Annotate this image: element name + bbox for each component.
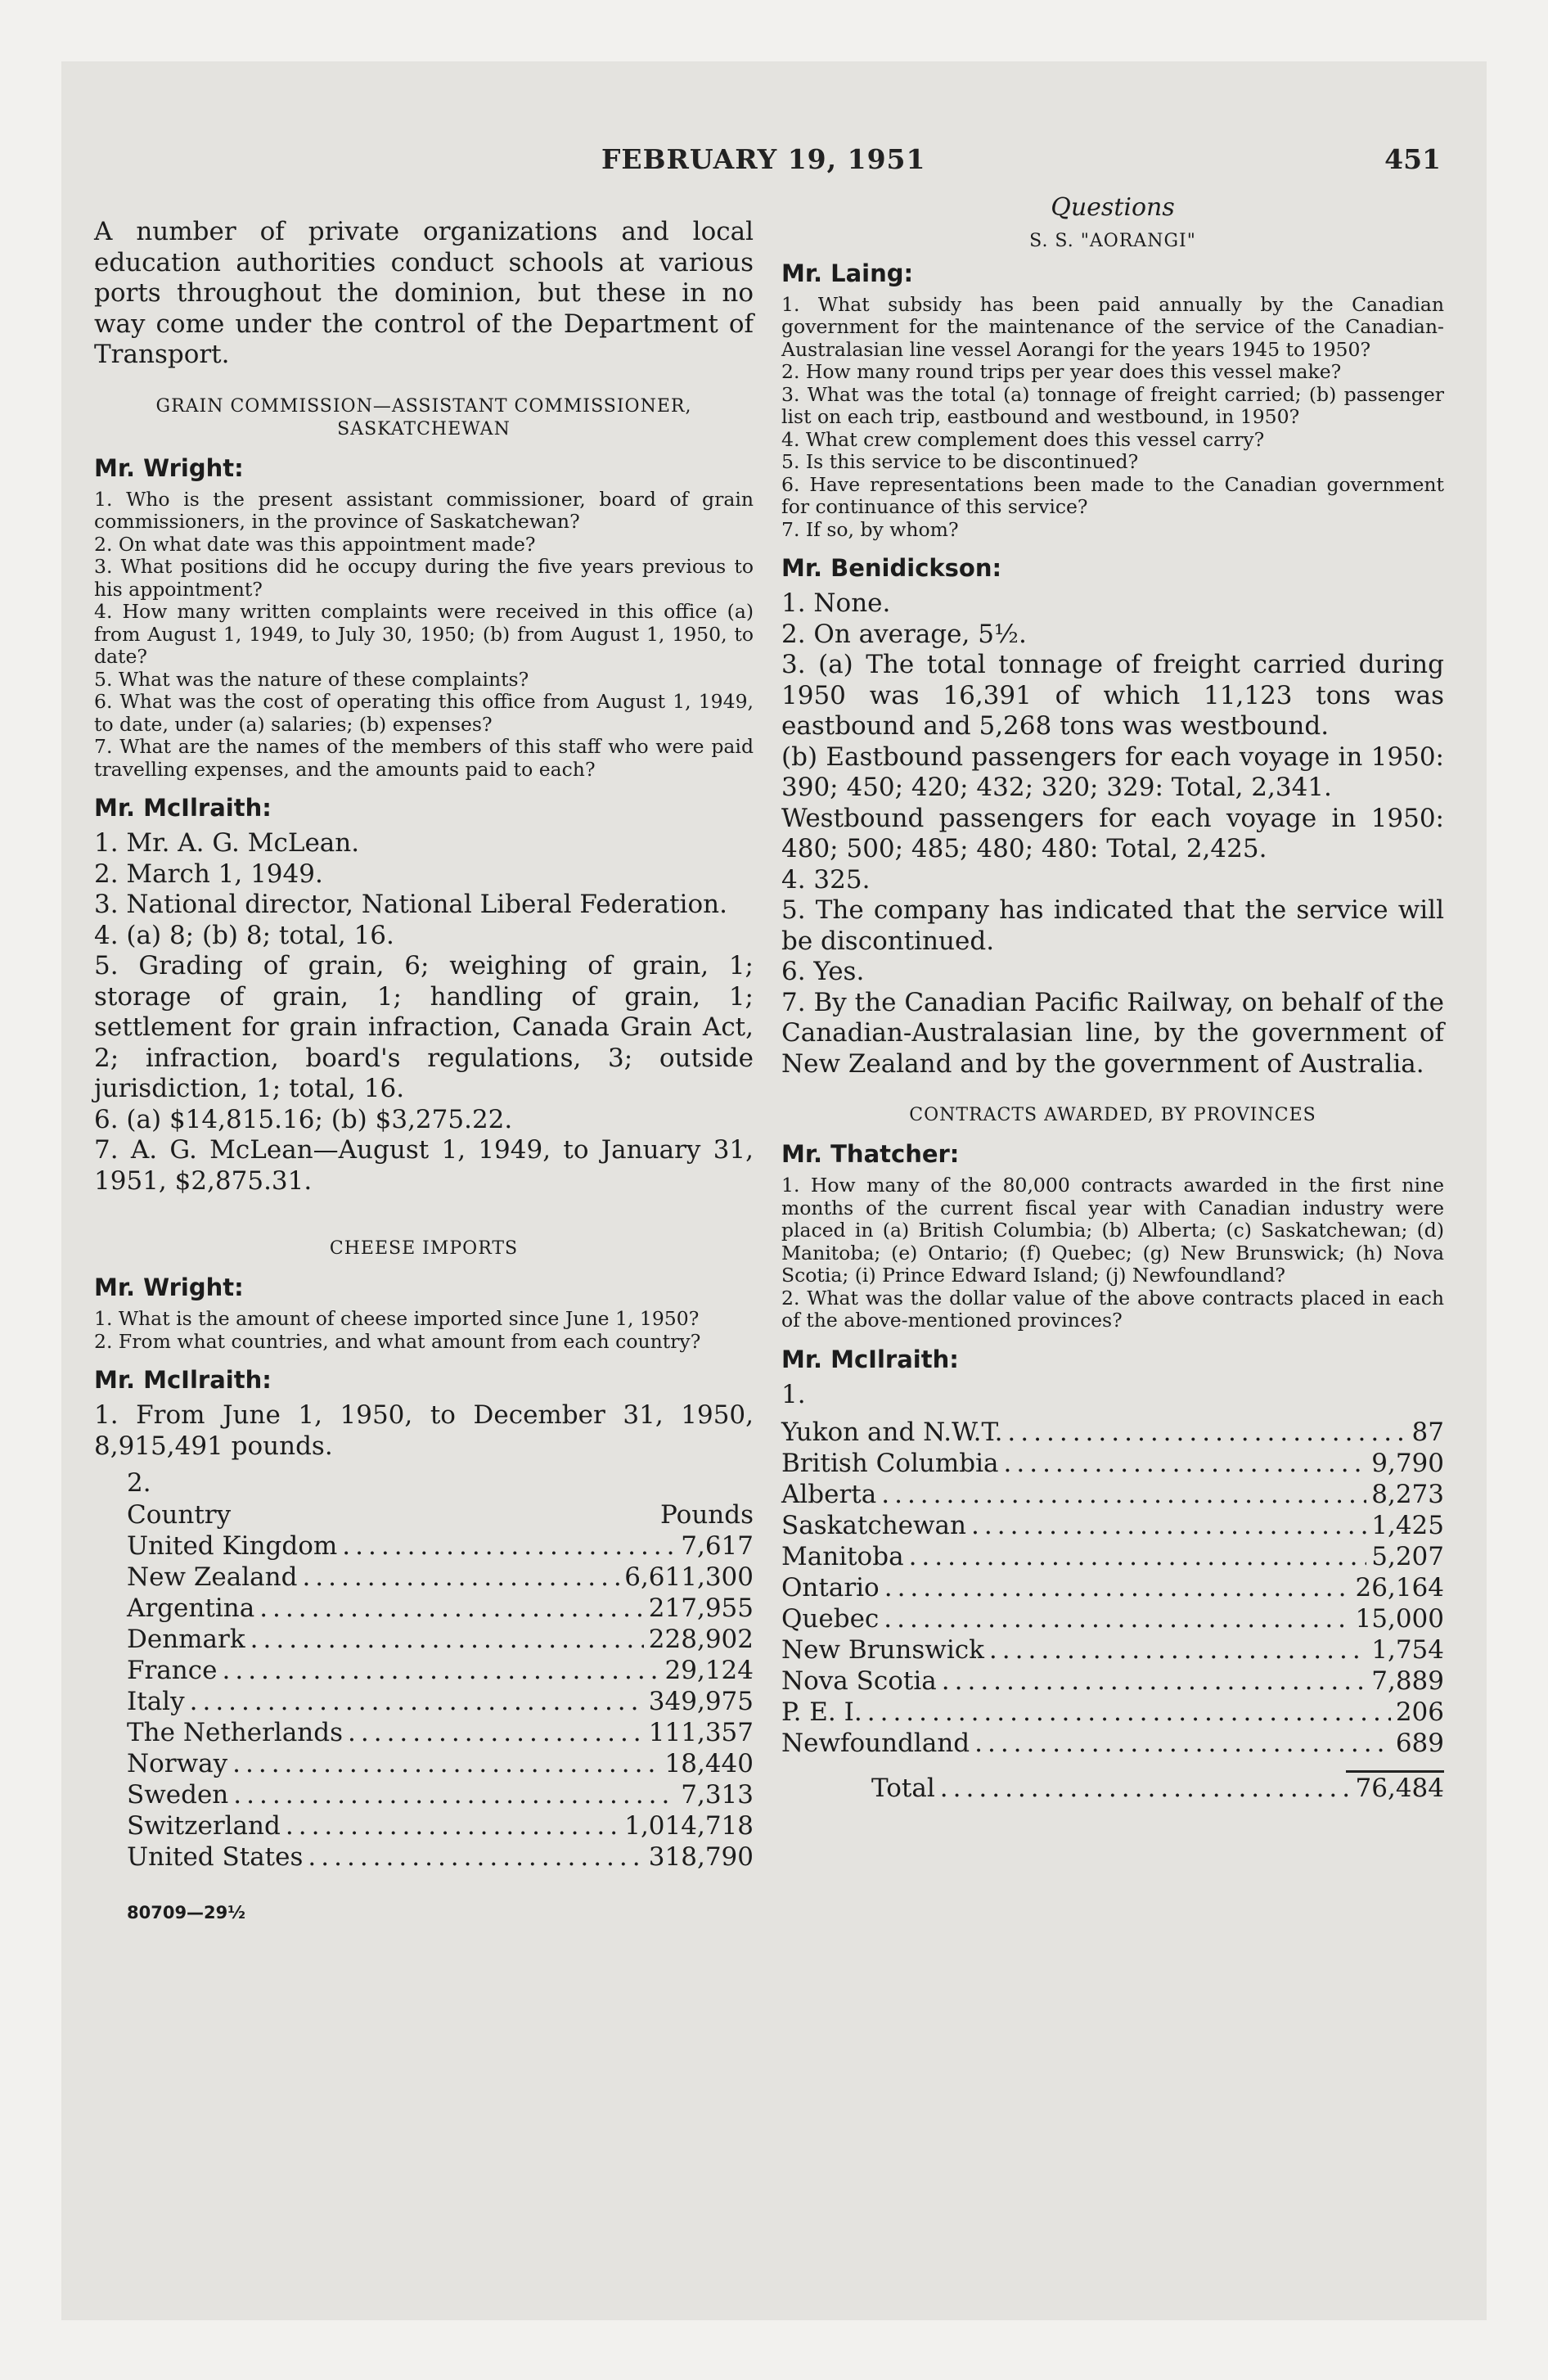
cheese-table-row-value: 6,611,300	[624, 1562, 754, 1592]
aorangi-questions	[781, 294, 1444, 542]
contracts-total-label: Total	[871, 1774, 935, 1803]
contracts-table-row-value: 689	[1395, 1729, 1444, 1758]
aorangi-question: 7. If so, by whom?	[781, 517, 959, 541]
contracts-table-row-label: Alberta	[781, 1480, 877, 1509]
page-header	[61, 143, 1487, 192]
contracts-table-row-value: 7,889	[1371, 1666, 1444, 1696]
grain-answer: 5. Grading of grain, 6; weighing of grain, 1; storage of grain, 1; handling of grain, 1; settlement for grain infraction, Canada Grain Act, 2; infraction, board's regulations, 3; outside jurisdiction, 1; total, 16.	[94, 951, 754, 1103]
cheese-table-row-label: Sweden	[127, 1779, 229, 1810]
aorangi-answers	[781, 588, 1444, 1080]
aorangi-answer: (b) Eastbound passengers for each voyage in 1950: 390; 450; 420; 432; 320; 329: Total, 2,341.	[781, 741, 1444, 802]
cheese-table-row	[127, 1655, 754, 1686]
contracts-heading: CONTRACTS AWARDED, BY PROVINCES	[909, 1105, 1316, 1125]
cheese-answer-speaker: Mr. McIlraith:	[94, 1366, 272, 1394]
cheese-table-row-label: Italy	[127, 1686, 185, 1716]
aorangi-question: 3. What was the total (a) tonnage of freight carried; (b) passenger list on each trip, eastbound and westbound, in 1950?	[781, 382, 1444, 428]
cheese-table-row-label: France	[127, 1655, 218, 1685]
aorangi-question: 5. Is this service to be discontinued?	[781, 450, 1139, 473]
cheese-table-row-value: 7,313	[681, 1779, 754, 1810]
contracts-table	[781, 1417, 1444, 1804]
grain-questions	[94, 489, 754, 782]
contracts-table-row-value: 9,790	[1371, 1449, 1444, 1478]
cheese-table-row	[127, 1686, 754, 1717]
contracts-table-row-label: British Columbia	[781, 1449, 999, 1478]
cheese-table-row-value: 1,014,718	[624, 1810, 754, 1841]
aorangi-question: 6. Have representations been made to the Canadian government for continuance of this service?	[781, 472, 1444, 518]
cheese-heading: CHEESE IMPORTS	[329, 1238, 519, 1259]
aorangi-answer: 5. The company has indicated that the service will be discontinued.	[781, 895, 1444, 956]
contracts-question: 1. How many of the 80,000 contracts awarded in the first nine months of the current fiscal year with Canadian industry were placed in (a) British Columbia; (b) Alberta; (c) Saskatchewan; (d) Manitoba; (e) Ontario; (f) Quebec; (g) New Brunswick; (h) Nova Scotia; (i) Prince Edward Island; (j) Newfoundland?	[781, 1174, 1444, 1287]
questions-label: Questions	[1051, 193, 1175, 222]
footer-code: 80709—29½	[127, 1902, 246, 1922]
right-column	[781, 192, 1444, 1804]
grain-question: 4. How many written complaints were received in this office (a) from August 1, 1949, to July 30, 1950; (b) from August 1, 1950, to date?	[94, 600, 754, 668]
cheese-table-row	[127, 1748, 754, 1779]
aorangi-answer: 7. By the Canadian Pacific Railway, on behalf of the Canadian-Australasian line, by the government of New Zealand and by the government of Australia.	[781, 987, 1444, 1079]
cheese-table-row-value: 111,357	[648, 1717, 754, 1747]
cheese-table-row	[127, 1593, 754, 1624]
cheese-col-pounds: Pounds	[660, 1499, 754, 1530]
grain-question: 2. On what date was this appointment made?	[94, 532, 536, 556]
contracts-table-row-label: Yukon and N.W.T.	[781, 1418, 1003, 1447]
document-page	[61, 61, 1487, 2320]
grain-heading: GRAIN COMMISSION—ASSISTANT COMMISSIONER, SASKATCHEWAN	[155, 395, 692, 439]
cheese-table-row	[127, 1717, 754, 1748]
page-number: 451	[1384, 143, 1441, 175]
cheese-table-row-label: Denmark	[127, 1624, 245, 1654]
contracts-answer-speaker: Mr. McIlraith:	[781, 1345, 959, 1373]
aorangi-answer: 2. On average, 5½.	[781, 619, 1027, 649]
contracts-table-row	[781, 1603, 1444, 1634]
cheese-table-row-value: 318,790	[648, 1841, 754, 1872]
cheese-answer-1: 1. From June 1, 1950, to December 31, 1950, 8,915,491 pounds.	[94, 1400, 754, 1461]
grain-answers	[94, 828, 754, 1197]
grain-answer-speaker: Mr. McIlraith:	[94, 794, 272, 822]
contracts-table-row	[781, 1417, 1444, 1448]
cheese-table-row-label: United States	[127, 1841, 304, 1872]
aorangi-answer: 4. 325.	[781, 864, 871, 895]
cheese-table-row	[127, 1779, 754, 1810]
contracts-table-row-label: P. E. I.	[781, 1697, 862, 1727]
cheese-table-row-label: Switzerland	[127, 1810, 281, 1841]
cheese-question-speaker: Mr. Wright:	[94, 1273, 244, 1301]
grain-answer: 4. (a) 8; (b) 8; total, 16.	[94, 920, 394, 950]
contracts-table-row	[781, 1541, 1444, 1572]
contracts-table-row-label: Newfoundland	[781, 1729, 970, 1758]
grain-answer: 2. March 1, 1949.	[94, 859, 323, 889]
contracts-table-row-value: 8,273	[1371, 1480, 1444, 1509]
contracts-answer-label: 1.	[781, 1379, 806, 1409]
cheese-question: 2. From what countries, and what amount from each country?	[94, 1329, 701, 1353]
grain-question: 3. What positions did he occupy during the five years previous to his appointment?	[94, 555, 754, 601]
cheese-table-row	[127, 1810, 754, 1841]
contracts-table-row	[781, 1697, 1444, 1728]
aorangi-heading: S. S. "AORANGI"	[1029, 230, 1196, 251]
aorangi-answer: 3. (a) The total tonnage of freight carried during 1950 was 16,391 of which 11,123 tons was eastbound and 5,268 tons was westbound.	[781, 650, 1444, 741]
contracts-table-row-value: 15,000	[1355, 1604, 1444, 1634]
contracts-table-row	[781, 1448, 1444, 1479]
grain-answer: 7. A. G. McLean—August 1, 1949, to January 31, 1951, $2,875.31.	[94, 1135, 754, 1196]
contracts-table-row-label: Quebec	[781, 1604, 880, 1634]
cheese-table-row	[127, 1624, 754, 1655]
grain-question-speaker: Mr. Wright:	[94, 453, 244, 482]
contracts-table-row-value: 26,164	[1355, 1573, 1444, 1602]
contracts-question-speaker: Mr. Thatcher:	[781, 1140, 960, 1168]
cheese-table-row-value: 18,440	[664, 1748, 754, 1778]
contracts-table-row-label: Ontario	[781, 1573, 880, 1602]
contracts-table-row	[781, 1510, 1444, 1541]
cheese-table-row	[127, 1841, 754, 1873]
cheese-table-row-label: Norway	[127, 1748, 228, 1778]
contracts-table-row-value: 1,425	[1371, 1511, 1444, 1540]
cheese-table-row-value: 349,975	[648, 1686, 754, 1716]
cheese-table-row-label: United Kingdom	[127, 1530, 338, 1561]
cheese-table-row-value: 217,955	[648, 1593, 754, 1623]
contracts-table-row	[781, 1728, 1444, 1759]
intro-paragraph: A number of private organizations and local education authorities conduct schools at various ports throughout the dominion, but these in no way come under the control of the Department of Transport.	[94, 217, 754, 369]
contracts-table-row-value: 206	[1395, 1697, 1444, 1727]
cheese-table-row-value: 228,902	[648, 1624, 754, 1654]
contracts-question: 2. What was the dollar value of the above contracts placed in each of the above-mentioned provinces?	[781, 1286, 1444, 1332]
contracts-table-row-value: 1,754	[1371, 1635, 1444, 1665]
aorangi-answer: 1. None.	[781, 588, 891, 618]
contracts-total-value: 76,484	[1355, 1774, 1444, 1803]
aorangi-answer: Westbound passengers for each voyage in 1950: 480; 500; 485; 480; 480: Total, 2,425.	[781, 803, 1444, 863]
aorangi-question: 2. How many round trips per year does this vessel make?	[781, 360, 1342, 383]
contracts-table-row	[781, 1572, 1444, 1603]
cheese-question: 1. What is the amount of cheese imported since June 1, 1950?	[94, 1307, 700, 1330]
grain-answer: 3. National director, National Liberal Federation.	[94, 890, 727, 919]
aorangi-question: 1. What subsidy has been paid annually by the Canadian government for the maintenance of the service of the Canadian-Australasian line vessel Aorangi for the years 1945 to 1950?	[781, 292, 1444, 361]
cheese-table-row-label: New Zealand	[127, 1562, 298, 1592]
header-date: FEBRUARY 19, 1951	[601, 143, 926, 175]
grain-answer: 6. (a) $14,815.16; (b) $3,275.22.	[94, 1104, 513, 1134]
aorangi-question: 4. What crew complement does this vessel carry?	[781, 427, 1265, 451]
grain-question: 5. What was the nature of these complaints?	[94, 667, 529, 691]
contracts-table-row	[781, 1479, 1444, 1510]
grain-question: 6. What was the cost of operating this office from August 1, 1949, to date, under (a) salaries; (b) expenses?	[94, 690, 754, 736]
aorangi-answer: 6. Yes.	[781, 957, 865, 986]
cheese-table-row	[127, 1562, 754, 1593]
contracts-table-row-label: Nova Scotia	[781, 1666, 937, 1696]
cheese-answer-2-label: 2.	[127, 1468, 151, 1498]
cheese-table-row	[127, 1530, 754, 1562]
cheese-table-row-value: 7,617	[681, 1530, 754, 1561]
contracts-table-row-label: Saskatchewan	[781, 1511, 967, 1540]
contracts-total-row	[781, 1773, 1444, 1804]
grain-question: 1. Who is the present assistant commissioner, board of grain commissioners, in the province of Saskatchewan?	[94, 487, 754, 533]
grain-answer: 1. Mr. A. G. McLean.	[94, 828, 360, 858]
contracts-table-row-label: Manitoba	[781, 1542, 904, 1571]
cheese-table-header	[127, 1499, 754, 1530]
contracts-table-row-label: New Brunswick	[781, 1635, 984, 1665]
contracts-table-row	[781, 1634, 1444, 1666]
cheese-table	[94, 1499, 754, 1873]
cheese-col-country: Country	[127, 1499, 232, 1530]
grain-question: 7. What are the names of the members of this staff who were paid travelling expenses, and the amounts paid to each?	[94, 735, 754, 781]
contracts-table-row-value: 5,207	[1371, 1542, 1444, 1571]
left-column	[94, 217, 754, 1940]
contracts-table-row-value: 87	[1411, 1418, 1444, 1447]
cheese-table-row-label: Argentina	[127, 1593, 255, 1623]
aorangi-answer-speaker: Mr. Benidickson:	[781, 554, 1002, 582]
cheese-table-row-label: The Netherlands	[127, 1717, 344, 1747]
contracts-table-row	[781, 1666, 1444, 1697]
cheese-table-row-value: 29,124	[664, 1655, 754, 1685]
aorangi-question-speaker: Mr. Laing:	[781, 259, 914, 287]
